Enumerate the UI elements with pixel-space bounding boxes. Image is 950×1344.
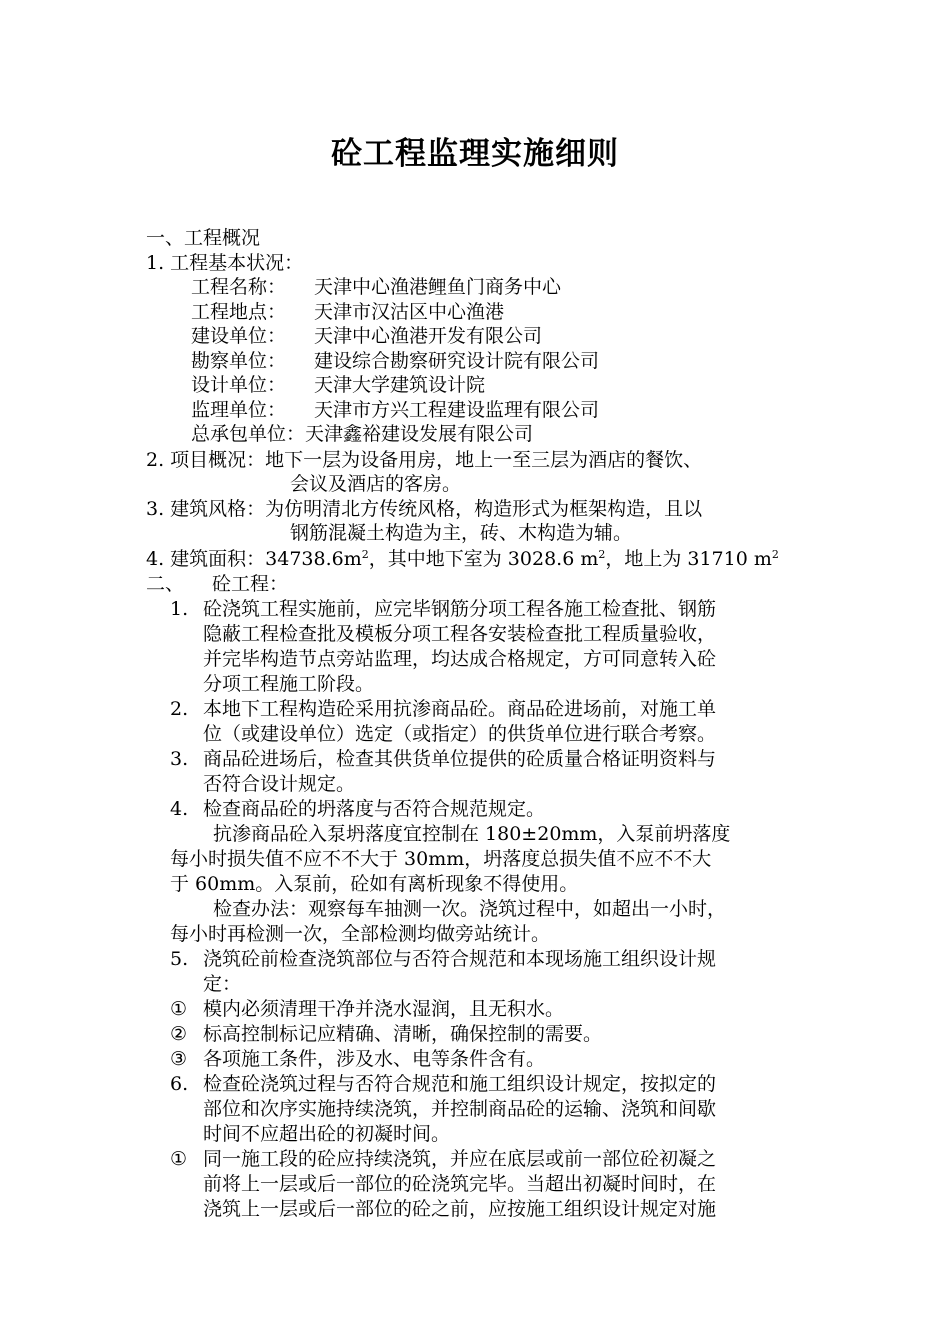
sub-list-text: 各项施工条件，涉及水、电等条件含有。 [203, 1048, 546, 1070]
overview-item [146, 497, 702, 522]
paragraph-text: 每小时再检测一次，全部检测均做旁站统计。 [170, 923, 551, 945]
subsection-heading: 1. 工程基本状况： [146, 252, 304, 274]
info-row [191, 275, 561, 300]
info-label: 建设单位： [191, 325, 287, 347]
area-above-ground: ，地上为 31710 m [605, 548, 772, 570]
info-label: 监理单位： [191, 399, 287, 421]
info-row [191, 349, 599, 374]
list-text: 时间不应超出砼的初凝时间。 [203, 1123, 451, 1145]
list-text: 否符合设计规定。 [203, 773, 356, 795]
info-row [191, 324, 542, 349]
sub-list-text: 浇筑上一层或后一部位的砼之前，应按施工组织设计规定对施 [203, 1198, 717, 1220]
paragraph-text: 抗渗商品砼入泵坍落度宜控制在 180±20mm，入泵前坍落度 [213, 823, 731, 845]
info-value: 天津大学建筑设计院 [314, 374, 486, 396]
paragraph-text: 于 60mm。入泵前，砼如有离析现象不得使用。 [170, 873, 579, 895]
info-value: 天津中心渔港鲤鱼门商务中心 [314, 276, 562, 298]
info-row [191, 398, 599, 423]
list-text: 分项工程施工阶段。 [203, 673, 375, 695]
unit-superscript: 2 [771, 548, 779, 561]
info-value: 天津鑫裕建设发展有限公司 [305, 423, 534, 445]
info-row [191, 373, 485, 398]
info-label: 工程名称： [191, 276, 287, 298]
info-row [191, 300, 504, 325]
list-text: 检查砼浇筑过程与否符合规范和施工组织设计规定，按拟定的 [203, 1073, 717, 1095]
list-text: 隐蔽工程检查批及模板分项工程各安装检查批工程质量验收， [203, 623, 717, 645]
area-total: 4. 建筑面积：34738.6m [146, 548, 362, 570]
list-number: 1. [170, 598, 189, 620]
section-number: 二、 [146, 573, 185, 595]
item-label: 2. 项目概况： [146, 449, 266, 471]
info-value: 天津中心渔港开发有限公司 [314, 325, 543, 347]
unit-superscript: 2 [361, 548, 369, 561]
item-label: 3. 建筑风格： [146, 498, 266, 520]
page-title: 砼工程监理实施细则 [331, 136, 619, 172]
info-value: 天津市方兴工程建设监理有限公司 [314, 399, 600, 421]
sub-list-number: ① [170, 998, 188, 1020]
overview-item-area [146, 547, 779, 572]
list-number: 3. [170, 748, 189, 770]
paragraph-text: 检查办法：观察每车抽测一次。浇筑过程中，如超出一小时， [213, 898, 727, 920]
section-heading [146, 572, 288, 597]
sub-list-text: 同一施工段的砼应持续浇筑，并应在底层或前一部位砼初凝之 [203, 1148, 717, 1170]
list-number: 6. [170, 1073, 189, 1095]
list-text: 商品砼进场后，检查其供货单位提供的砼质量合格证明资料与 [203, 748, 717, 770]
info-label: 设计单位： [191, 374, 287, 396]
info-label: 工程地点： [191, 301, 287, 323]
sub-list-text: 模内必须清理干净并浇水湿润，且无积水。 [203, 998, 565, 1020]
info-label: 勘察单位： [191, 350, 287, 372]
overview-item [146, 448, 702, 473]
section-heading: 一、工程概况 [146, 227, 261, 249]
list-number: 2. [170, 698, 189, 720]
area-basement: ，其中地下室为 3028.6 m [368, 548, 599, 570]
item-text-continued: 会议及酒店的客房。 [290, 473, 462, 495]
sub-list-text: 前将上一层或后一部位的砼浇筑完毕。当超出初凝时间时，在 [203, 1173, 717, 1195]
list-text: 位（或建设单位）选定（或指定）的供货单位进行联合考察。 [203, 723, 717, 745]
sub-list-number: ① [170, 1148, 188, 1170]
item-text-continued: 钢筋混凝土构造为主，砖、木构造为辅。 [290, 522, 633, 544]
info-value: 建设综合勘察研究设计院有限公司 [314, 350, 600, 372]
sub-list-number: ② [170, 1023, 188, 1045]
sub-list-text: 标高控制标记应精确、清晰，确保控制的需要。 [203, 1023, 603, 1045]
info-label: 总承包单位： [191, 423, 306, 445]
list-text: 检查商品砼的坍落度与否符合规范规定。 [203, 798, 546, 820]
list-text: 定： [203, 973, 242, 995]
paragraph-text: 每小时损失值不应不不大于 30mm，坍落度总损失值不应不不大 [170, 848, 712, 870]
info-row [191, 422, 533, 447]
list-text: 部位和次序实施持续浇筑，并控制商品砼的运输、浇筑和间歇 [203, 1098, 717, 1120]
info-value: 天津市汉沽区中心渔港 [314, 301, 505, 323]
sub-list-number: ③ [170, 1048, 188, 1070]
item-text: 地下一层为设备用房，地上一至三层为酒店的餐饮、 [265, 449, 703, 471]
list-text: 砼浇筑工程实施前，应完毕钢筋分项工程各施工检查批、钢筋 [203, 598, 717, 620]
list-text: 浇筑砼前检查浇筑部位与否符合规范和本现场施工组织设计规 [203, 948, 717, 970]
list-number: 4. [170, 798, 189, 820]
item-text: 为仿明清北方传统风格，构造形式为框架构造，且以 [265, 498, 703, 520]
list-text: 并完毕构造节点旁站监理，均达成合格规定，方可同意转入砼 [203, 648, 717, 670]
section-title: 砼工程： [212, 573, 289, 595]
list-text: 本地下工程构造砼采用抗渗商品砼。商品砼进场前，对施工单 [203, 698, 717, 720]
unit-superscript: 2 [598, 548, 606, 561]
list-number: 5. [170, 948, 189, 970]
